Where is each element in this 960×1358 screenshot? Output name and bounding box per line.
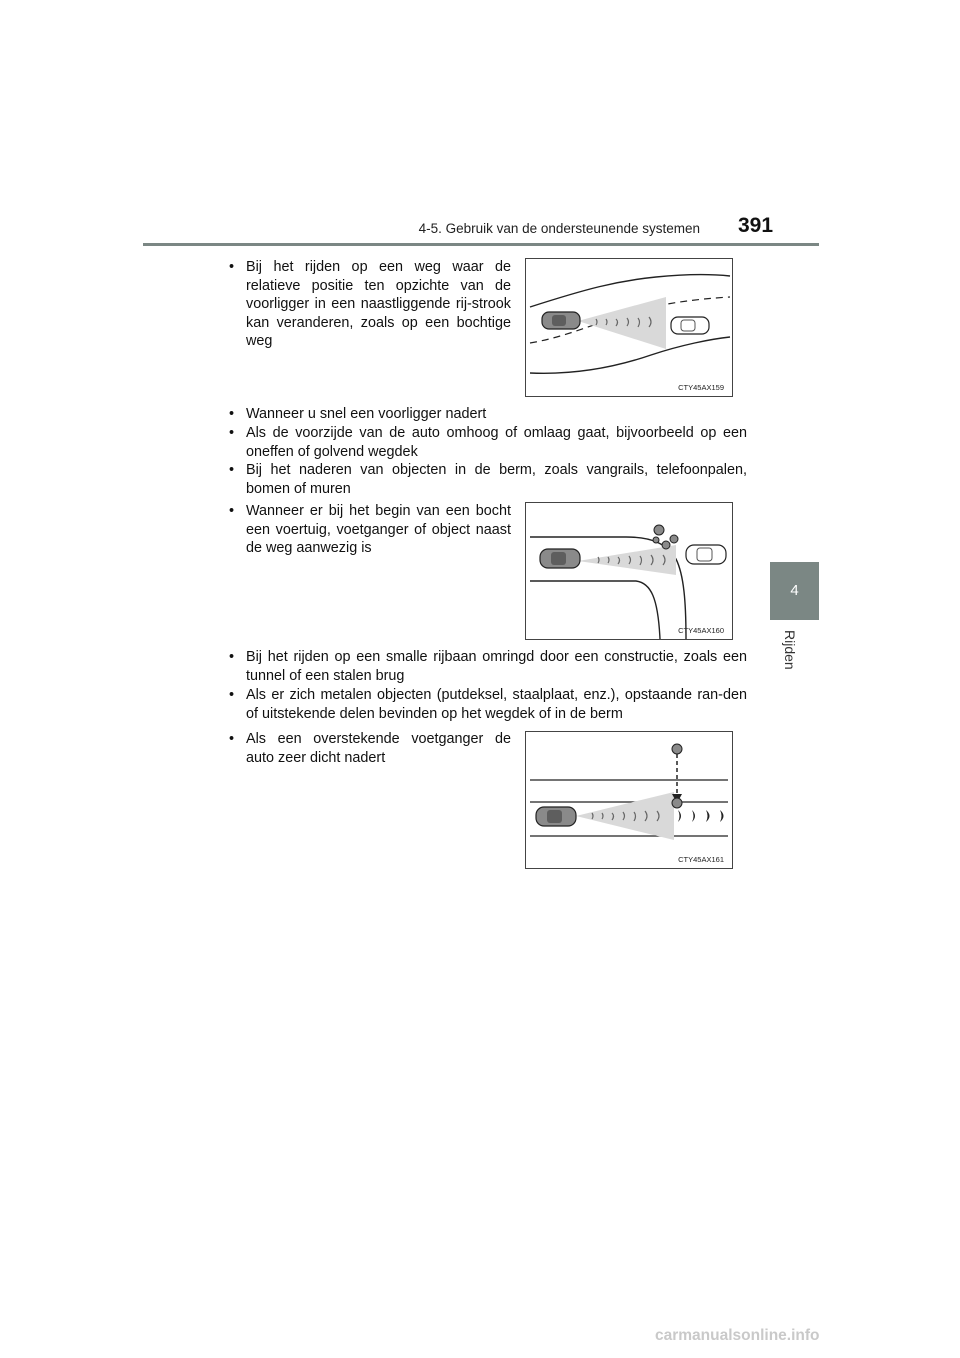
figure-code: CTY45AX161 bbox=[678, 855, 724, 864]
bullet-fast-approach: • Wanneer u snel een voorligger nadert bbox=[226, 405, 747, 424]
figure-curve-entry bbox=[525, 502, 733, 640]
curved-road-illustration bbox=[526, 259, 732, 396]
figure-code: CTY45AX160 bbox=[678, 626, 724, 635]
crossing-pedestrian-illustration bbox=[526, 732, 732, 868]
bullet-metal-objects: • Als er zich metalen objecten (putdeksel, staalplaat, enz.), opstaande ran-den of uitstekende delen bevinden op het wegdek of in de berm bbox=[226, 686, 747, 723]
own-car bbox=[542, 312, 580, 329]
chapter-label: Rijden bbox=[782, 630, 798, 670]
bullet-crossing-pedestrian: • Als een overstekende voetganger de auto zeer dicht nadert bbox=[226, 730, 511, 767]
own-car bbox=[536, 807, 576, 826]
page-number: 391 bbox=[738, 214, 774, 237]
figure-crossing-pedestrian bbox=[525, 731, 733, 869]
chapter-tab: 4 bbox=[770, 562, 819, 620]
watermark: carmanualsonline.info bbox=[655, 1327, 820, 1344]
figure-curved-road bbox=[525, 258, 733, 397]
bullet-uneven-road: • Als de voorzijde van de auto omhoog of omlaag gaat, bijvoorbeeld op een oneffen of golvend wegdek bbox=[226, 424, 747, 461]
own-car bbox=[540, 549, 580, 568]
section-title: 4-5. Gebruik van de ondersteunende systemen bbox=[418, 221, 700, 236]
leading-car bbox=[686, 545, 726, 564]
bullet-curved-road: • Bij het rijden op een weg waar de relatieve positie ten opzichte van de voorligger in een naastliggende rij-strook kan veranderen, zoals op een bochtige weg bbox=[226, 258, 511, 351]
leading-car bbox=[671, 317, 709, 334]
bullet-curve-start: • Wanneer er bij het begin van een bocht een voertuig, voetganger of object naast de weg aanwezig is bbox=[226, 502, 511, 558]
bullet-roadside-objects: • Bij het naderen van objecten in de berm, zoals vangrails, telefoonpalen, bomen of muren bbox=[226, 461, 747, 498]
header-divider bbox=[143, 243, 819, 246]
bullet-narrow-lane: • Bij het rijden op een smalle rijbaan omringd door een constructie, zoals een tunnel of een stalen brug bbox=[226, 648, 747, 685]
curve-entry-illustration bbox=[526, 503, 732, 639]
figure-code: CTY45AX159 bbox=[678, 383, 724, 392]
